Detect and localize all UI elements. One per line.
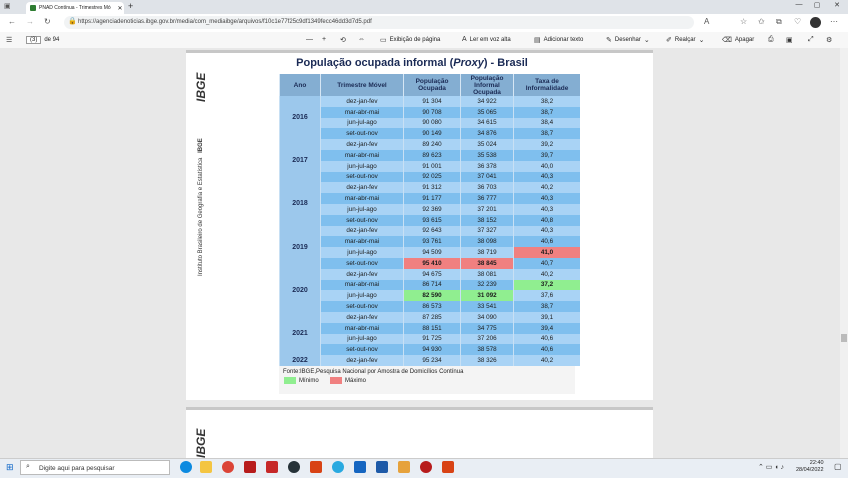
rate-cell: 40,2 (514, 355, 581, 366)
app-icon-blue[interactable] (354, 461, 366, 473)
rate-cell: 40,6 (514, 334, 581, 345)
new-tab-button[interactable]: + (128, 1, 134, 11)
rate-cell: 39,2 (514, 139, 581, 150)
windows-start-icon[interactable]: ⊞ (6, 462, 14, 472)
informal-cell: 37 327 (461, 226, 514, 237)
header-employed: População Ocupada (404, 74, 461, 96)
header-rate: Taxa de Informalidade (514, 74, 581, 96)
read-mode-icon[interactable]: A (704, 17, 710, 26)
forward-icon[interactable]: → (26, 17, 34, 26)
quarter-cell: set-out-nov (321, 344, 404, 355)
employed-cell: 91 725 (404, 334, 461, 345)
rate-cell: 40,2 (514, 182, 581, 193)
quarter-cell: jun-jul-ago (321, 204, 404, 215)
quarter-cell: mar-abr-mai (321, 280, 404, 291)
page-top-stripe (186, 407, 653, 410)
table-row (280, 161, 581, 172)
rate-cell: 39,7 (514, 150, 581, 161)
erase-button[interactable]: ⌫ Apagar (722, 37, 755, 44)
informal-cell: 35 538 (461, 150, 514, 161)
address-bar[interactable] (64, 16, 694, 29)
employed-cell: 92 643 (404, 226, 461, 237)
app-icon-circle[interactable] (420, 461, 432, 473)
quarter-cell: jun-jul-ago (321, 161, 404, 172)
quarter-cell: set-out-nov (321, 215, 404, 226)
highlight-button[interactable]: ✐ Realçar ⌄ (666, 37, 705, 44)
year-cell: 2018 (280, 182, 321, 225)
informal-cell: 38 152 (461, 215, 514, 226)
institute-ibge-mark: IBGE (198, 138, 204, 153)
institute-label: Instituto Brasileiro de Geografia e Estatística (198, 157, 204, 276)
rate-cell: 40,2 (514, 269, 581, 280)
title-italic: Proxy (453, 57, 484, 69)
zoom-in-icon[interactable]: + (322, 36, 327, 43)
rate-cell: 38,7 (514, 107, 581, 118)
informal-cell: 38 845 (461, 258, 514, 269)
app-icon-red[interactable] (266, 461, 278, 473)
table-title (192, 57, 632, 69)
informal-cell: 38 081 (461, 269, 514, 280)
clock-time: 22:40 (809, 460, 824, 466)
quarter-cell: set-out-nov (321, 172, 404, 183)
url-text: https://agenciadenoticias.ibge.gov.br/media/com_mediaibge/arquivos/f10c1e77f25c9df1349fecc46dd3d7d5.pdf (78, 19, 372, 25)
informal-cell: 33 541 (461, 301, 514, 312)
employed-cell: 86 714 (404, 280, 461, 291)
employed-cell: 91 304 (404, 96, 461, 107)
search-placeholder: Digite aqui para pesquisar (39, 465, 115, 472)
contents-icon[interactable]: ☰ (6, 37, 13, 44)
maximize-icon[interactable]: ▢ (813, 2, 821, 9)
informal-cell: 35 065 (461, 107, 514, 118)
powerpoint-icon[interactable] (310, 461, 322, 473)
employed-cell: 92 369 (404, 204, 461, 215)
favorites-list-icon[interactable]: ✩ (758, 17, 765, 26)
employed-cell: 82 590 (404, 290, 461, 301)
fit-page-icon[interactable]: ⇔ (358, 36, 365, 43)
tab-title: PNAD Contínua - Trimestres Mó (39, 5, 111, 11)
informal-cell: 34 922 (461, 96, 514, 107)
rate-cell: 38,2 (514, 96, 581, 107)
header-year: Ano (280, 74, 321, 96)
year-cell: 2017 (280, 139, 321, 182)
employed-cell: 90 708 (404, 107, 461, 118)
employed-cell: 90 080 (404, 118, 461, 129)
informal-cell: 34 876 (461, 128, 514, 139)
year-cell: 2022 (280, 355, 321, 366)
table-row (280, 193, 581, 204)
settings-icon[interactable]: ⚙ (826, 37, 833, 44)
table-row (280, 323, 581, 334)
rate-cell: 40,3 (514, 226, 581, 237)
clock-date: 28/04/2022 (796, 467, 824, 473)
employed-cell: 91 001 (404, 161, 461, 172)
table-row (280, 182, 581, 193)
informal-cell: 38 326 (461, 355, 514, 366)
year-cell: 2021 (280, 312, 321, 355)
employed-cell: 89 623 (404, 150, 461, 161)
title-prefix: População ocupada informal ( (296, 57, 454, 69)
header-informal: População Informal Ocupada (461, 74, 514, 96)
quarter-cell: jun-jul-ago (321, 334, 404, 345)
telegram-icon[interactable] (332, 461, 344, 473)
quarter-cell: mar-abr-mai (321, 193, 404, 204)
ibge-logo-next: IBGE (194, 428, 208, 458)
employed-cell: 87 285 (404, 312, 461, 323)
back-icon[interactable]: ← (8, 17, 16, 26)
read-aloud-label: Ler em voz alta (469, 36, 511, 43)
employed-cell: 94 509 (404, 247, 461, 258)
legend-max-label: Máximo (345, 377, 367, 384)
netflix-icon[interactable] (244, 461, 256, 473)
vertical-scrollbar[interactable] (840, 48, 848, 458)
collections-icon[interactable]: ⧉ (776, 17, 782, 26)
informal-cell: 38 578 (461, 344, 514, 355)
informal-cell: 31 092 (461, 290, 514, 301)
table-row (280, 247, 581, 258)
rate-cell: 41,0 (514, 247, 581, 258)
table-row (280, 107, 581, 118)
table-row (280, 301, 581, 312)
table-row (280, 269, 581, 280)
institute-name (198, 138, 204, 276)
page-top-stripe (186, 50, 653, 53)
informal-cell: 34 775 (461, 323, 514, 334)
quarter-cell: set-out-nov (321, 301, 404, 312)
informal-cell: 32 239 (461, 280, 514, 291)
read-aloud-button[interactable]: A Ler em voz alta (462, 36, 511, 43)
page-number-field[interactable]: (3) (26, 36, 41, 44)
legend-max (330, 377, 366, 384)
app-icon-dark[interactable] (288, 461, 300, 473)
pdf-toolbar (0, 32, 848, 49)
employed-cell: 94 675 (404, 269, 461, 280)
page-view-label: Exibição de página (389, 37, 441, 43)
table-row (280, 344, 581, 355)
data-table (279, 74, 580, 366)
save-icon[interactable]: ▣ (786, 37, 793, 44)
employed-cell: 89 240 (404, 139, 461, 150)
lock-icon[interactable]: 🔒 (68, 18, 77, 25)
search-icon: ⌕ (26, 463, 30, 470)
informal-cell: 36 378 (461, 161, 514, 172)
year-cell: 2016 (280, 96, 321, 139)
legend-min (284, 377, 319, 384)
more-menu-icon[interactable]: ⋯ (830, 17, 838, 26)
rate-cell: 40,6 (514, 236, 581, 247)
ibge-logo: IBGE (194, 72, 208, 102)
browser-essentials-icon[interactable]: ♡ (794, 17, 802, 26)
employed-cell: 95 410 (404, 258, 461, 269)
rate-cell: 38,7 (514, 301, 581, 312)
table-row (280, 355, 581, 366)
informal-cell: 37 201 (461, 204, 514, 215)
tray-icons[interactable]: ⌃ ▭ ◖ ♪ (758, 464, 785, 471)
informal-cell: 34 615 (461, 118, 514, 129)
quarter-cell: dez-jan-fev (321, 139, 404, 150)
year-cell: 2019 (280, 226, 321, 269)
fullscreen-icon[interactable]: ⤢ (808, 36, 814, 43)
quarter-cell: mar-abr-mai (321, 150, 404, 161)
close-window-icon[interactable]: ✕ (834, 2, 840, 9)
title-suffix: ) - Brasil (483, 57, 528, 69)
add-text-button[interactable]: ▤ Adicionar texto (534, 37, 584, 44)
refresh-icon[interactable]: ↻ (44, 17, 51, 26)
zoom-out-icon[interactable]: — (306, 36, 313, 43)
employed-cell: 93 761 (404, 236, 461, 247)
quarter-cell: dez-jan-fev (321, 96, 404, 107)
informal-cell: 34 090 (461, 312, 514, 323)
edge-icon[interactable] (180, 461, 192, 473)
employed-cell: 86 573 (404, 301, 461, 312)
informal-cell: 35 024 (461, 139, 514, 150)
employed-cell: 95 234 (404, 355, 461, 366)
table-row (280, 118, 581, 129)
rate-cell: 40,3 (514, 193, 581, 204)
page-number-input[interactable] (26, 36, 59, 44)
source-note: Fonte:IBGE,Pesquisa Nacional por Amostra de Domicílios Contínua (283, 369, 464, 375)
erase-label: Apagar (734, 37, 755, 43)
print-icon[interactable]: ⎙ (768, 36, 774, 43)
office-icon[interactable] (442, 461, 454, 473)
table-row (280, 215, 581, 226)
table-body (280, 96, 581, 366)
informal-cell: 36 777 (461, 193, 514, 204)
table-row (280, 290, 581, 301)
rate-cell: 40,3 (514, 204, 581, 215)
table-row (280, 334, 581, 345)
rate-cell: 40,8 (514, 215, 581, 226)
informal-cell: 38 098 (461, 236, 514, 247)
app-icon-yellow[interactable] (398, 461, 410, 473)
favorite-icon[interactable]: ☆ (740, 17, 748, 26)
table-row (280, 96, 581, 107)
rate-cell: 37,2 (514, 280, 581, 291)
quarter-cell: mar-abr-mai (321, 236, 404, 247)
table-row (280, 312, 581, 323)
rate-cell: 40,7 (514, 258, 581, 269)
table-row (280, 204, 581, 215)
quarter-cell: dez-jan-fev (321, 226, 404, 237)
notifications-icon[interactable]: ▢ (834, 462, 842, 471)
legend-min-swatch (284, 377, 296, 384)
rate-cell: 40,3 (514, 172, 581, 183)
minimize-icon[interactable]: — (795, 1, 803, 8)
close-tab-icon[interactable]: ✕ (117, 5, 123, 12)
employed-cell: 94 930 (404, 344, 461, 355)
draw-label: Desenhar (614, 37, 641, 43)
quarter-cell: jun-jul-ago (321, 247, 404, 258)
table-row (280, 150, 581, 161)
table-row (280, 226, 581, 237)
employed-cell: 91 312 (404, 182, 461, 193)
rate-cell: 39,1 (514, 312, 581, 323)
rate-cell: 38,4 (514, 118, 581, 129)
employed-cell: 90 149 (404, 128, 461, 139)
highlight-label: Realçar (674, 37, 696, 43)
table-row (280, 236, 581, 247)
page-view-button[interactable]: ▭ Exibição de página (380, 37, 441, 44)
word-icon[interactable] (376, 461, 388, 473)
file-explorer-icon[interactable] (200, 461, 212, 473)
rate-cell: 37,6 (514, 290, 581, 301)
employed-cell: 91 177 (404, 193, 461, 204)
quarter-cell: set-out-nov (321, 258, 404, 269)
rate-cell: 40,0 (514, 161, 581, 172)
employed-cell: 92 025 (404, 172, 461, 183)
profile-avatar[interactable] (810, 17, 821, 28)
quarter-cell: dez-jan-fev (321, 269, 404, 280)
quarter-cell: set-out-nov (321, 128, 404, 139)
quarter-cell: mar-abr-mai (321, 107, 404, 118)
table-row (280, 128, 581, 139)
table-row (280, 258, 581, 269)
informal-cell: 37 206 (461, 334, 514, 345)
informal-cell: 36 703 (461, 182, 514, 193)
quarter-cell: jun-jul-ago (321, 290, 404, 301)
quarter-cell: mar-abr-mai (321, 323, 404, 334)
scrollbar-thumb[interactable] (841, 334, 847, 342)
employed-cell: 88 151 (404, 323, 461, 334)
quarter-cell: dez-jan-fev (321, 355, 404, 366)
header-quarter: Trimestre Móvel (321, 74, 404, 96)
year-cell: 2020 (280, 269, 321, 312)
table-row (280, 139, 581, 150)
clock[interactable] (796, 460, 824, 474)
quarter-cell: dez-jan-fev (321, 182, 404, 193)
legend-max-swatch (330, 377, 342, 384)
informal-cell: 37 041 (461, 172, 514, 183)
chrome-icon[interactable] (222, 461, 234, 473)
employed-cell: 93 615 (404, 215, 461, 226)
browser-tab[interactable] (26, 2, 124, 14)
rate-cell: 38,7 (514, 128, 581, 139)
draw-button[interactable]: ✎ Desenhar ⌄ (606, 37, 650, 44)
table-row (280, 172, 581, 183)
add-text-label: Adicionar texto (543, 37, 584, 43)
legend-min-label: Mínimo (299, 377, 319, 384)
tab-favicon-icon (30, 5, 36, 11)
quarter-cell: jun-jul-ago (321, 118, 404, 129)
rate-cell: 39,4 (514, 323, 581, 334)
rotate-icon[interactable]: ⟲ (340, 37, 346, 44)
tab-actions-icon[interactable]: ▣ (4, 3, 11, 10)
page-total: de 94 (44, 37, 60, 43)
table-row (280, 280, 581, 291)
quarter-cell: dez-jan-fev (321, 312, 404, 323)
taskbar-search[interactable] (20, 460, 170, 475)
informal-cell: 38 719 (461, 247, 514, 258)
rate-cell: 40,6 (514, 344, 581, 355)
